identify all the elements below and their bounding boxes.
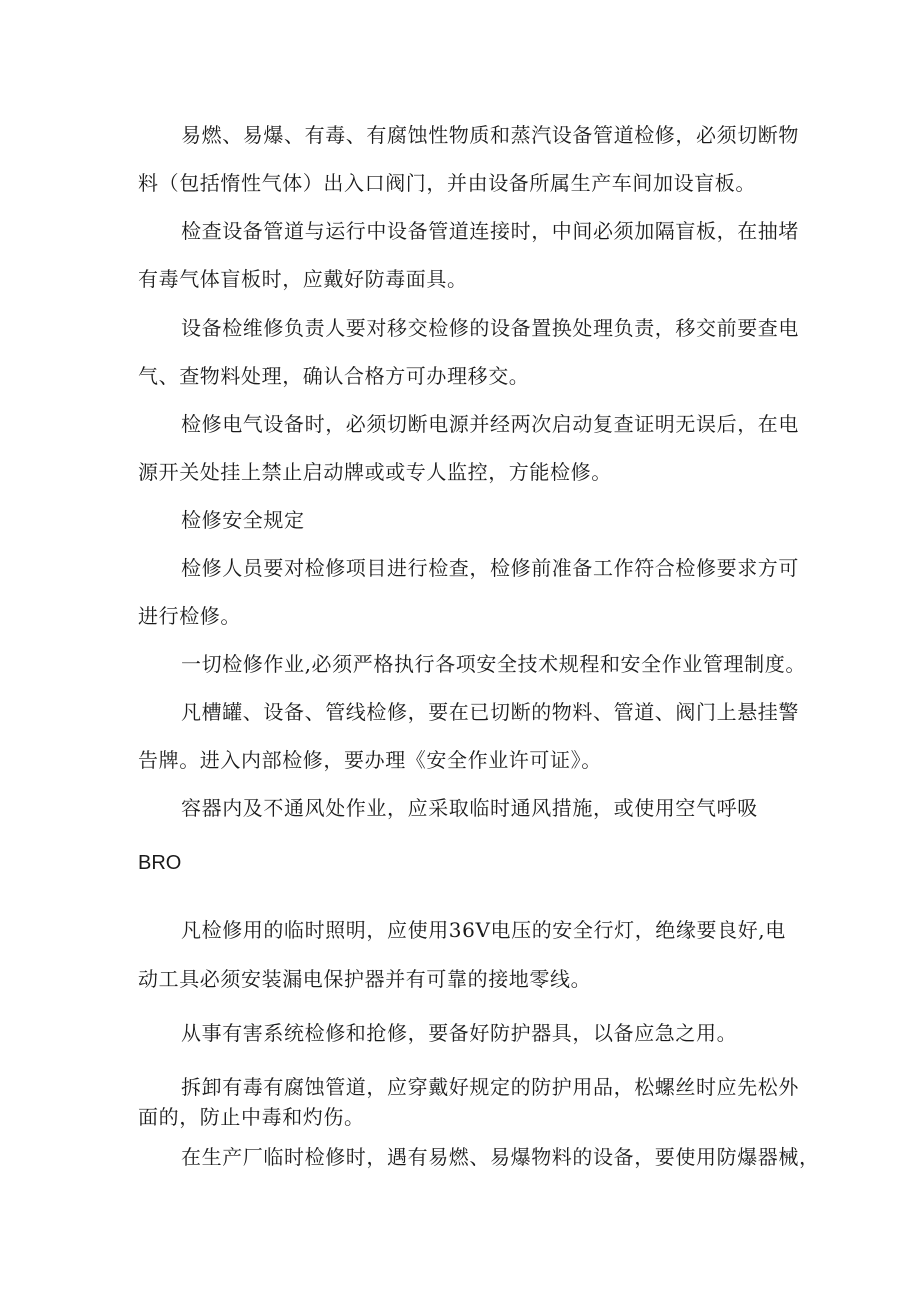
paragraph-13-line-2: 面的，防止中毒和灼伤。: [138, 1105, 365, 1129]
paragraph-6-line-1: 检修人员要对检修项目进行检查，检修前准备工作符合检修要求方可: [181, 556, 799, 580]
paragraph-1-line-1: 易燃、易爆、有毒、有腐蚀性物质和蒸汽设备管道检修，必须切断物: [181, 123, 799, 147]
paragraph-6-line-2: 进行检修。: [138, 604, 241, 628]
stray-text-line: BRO: [138, 852, 182, 874]
paragraph-11-line-2: 动工具必须安装漏电保护器并有可靠的接地零线。: [138, 967, 592, 991]
paragraph-3-line-2: 气、查物料处理，确认合格方可办理移交。: [138, 364, 530, 388]
paragraph-2-line-2: 有毒气体盲板时，应戴好防毒面具。: [138, 267, 468, 291]
paragraph-1-line-2: 料（包括惰性气体）出入口阀门，并由设备所属生产车间加设盲板。: [138, 171, 756, 195]
paragraph-8-line-2: 告牌。进入内部检修，要办理《安全作业许可证》。: [138, 748, 602, 772]
section-heading: 检修安全规定: [181, 508, 305, 532]
paragraph-2-line-1: 检查设备管道与运行中设备管道连接时，中间必须加隔盲板，在抽堵: [181, 219, 799, 243]
paragraph-3-line-1: 设备检维修负责人要对移交检修的设备置换处理负责，移交前要查电: [181, 316, 799, 340]
paragraph-11-line-1: 凡检修用的临时照明，应使用36V电压的安全行灯，绝缘要良好,电: [181, 918, 786, 942]
paragraph-4-line-1: 检修电气设备时，必须切断电源并经两次启动复查证明无误后，在电: [181, 412, 799, 436]
paragraph-4-line-2: 源开关处挂上禁止启动牌或或专人监控，方能检修。: [138, 460, 612, 484]
paragraph-14-line-1: 在生产厂临时检修时，遇有易燃、易爆物料的设备，要使用防爆器械，: [181, 1145, 820, 1169]
paragraph-12-line-1: 从事有害系统检修和抢修，要备好防护器具，以备应急之用。: [181, 1021, 738, 1045]
paragraph-13-line-1: 拆卸有毒有腐蚀管道，应穿戴好规定的防护用品，松螺丝时应先松外: [181, 1075, 799, 1099]
paragraph-9-line-1: 容器内及不通风处作业，应采取临时通风措施，或使用空气呼吸: [181, 796, 758, 820]
paragraph-7-line-1: 一切检修作业,必须严格执行各项安全技术规程和安全作业管理制度。: [181, 652, 806, 676]
paragraph-8-line-1: 凡槽罐、设备、管线检修，要在已切断的物料、管道、阀门上悬挂警: [181, 700, 799, 724]
